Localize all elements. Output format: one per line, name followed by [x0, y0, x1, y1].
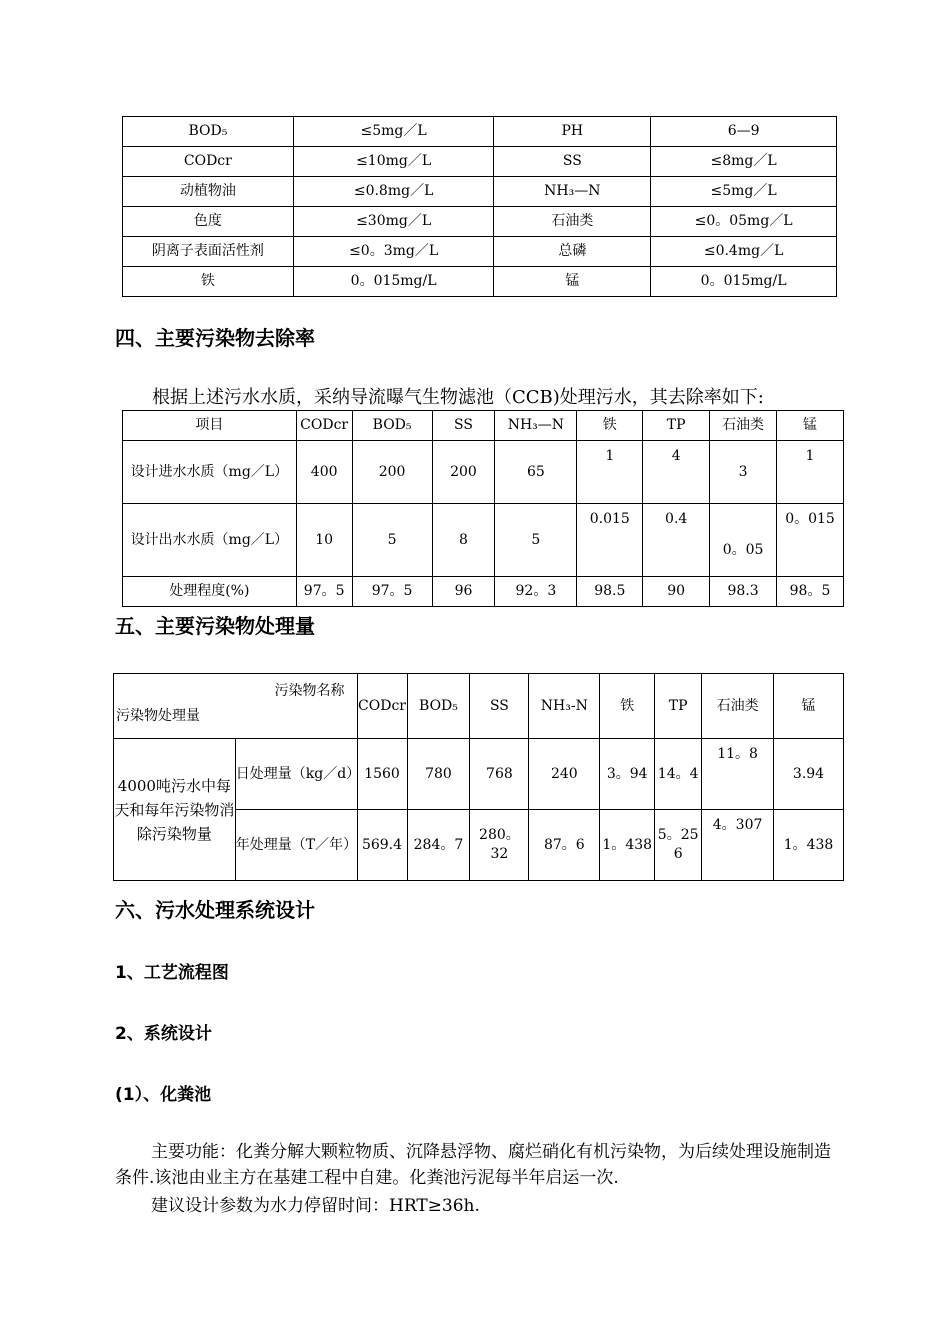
parameter-cell: NH₃—N — [494, 177, 651, 207]
value-cell: 1。438 — [600, 810, 655, 881]
corner-cell — [114, 674, 358, 739]
value-cell: 98.5 — [577, 577, 643, 607]
value-cell: 0。05 — [710, 504, 777, 577]
parameter-cell: 总磷 — [494, 237, 651, 267]
header-cell: 锰 — [777, 411, 844, 441]
removal-rate-table — [122, 410, 844, 607]
parameter-cell: 石油类 — [494, 207, 651, 237]
value-cell: 240 — [529, 739, 600, 810]
limit-cell: ≤0。05mg／L — [651, 207, 837, 237]
value-cell: 200 — [432, 441, 495, 504]
value-cell: 768 — [470, 739, 529, 810]
septic-function-paragraph: 主要功能：化粪分解大颗粒物质、沉降悬浮物、腐烂硝化有机污染物，为后续处理设施制造条件.该池由业主方在基建工程中自建。化粪池污泥每半年启运一次. — [115, 1142, 831, 1188]
value-cell: 280。32 — [470, 810, 529, 881]
daily-row — [114, 739, 844, 810]
standards-row — [123, 147, 837, 177]
std-rows — [123, 117, 837, 297]
value-cell: 8 — [432, 504, 495, 577]
subsection-septic-tank: (1）、化粪池 — [115, 1085, 212, 1105]
limit-cell: ≤0.8mg／L — [293, 177, 494, 207]
row-label: 年处理量（T／年） — [235, 810, 357, 881]
header-cell: BOD₅ — [352, 411, 432, 441]
value-cell: 3。94 — [600, 739, 655, 810]
group-label: 4000吨污水中每天和每年污染物消除污染物量 — [114, 739, 236, 881]
limit-cell: ≤10mg／L — [293, 147, 494, 177]
removal-header-row — [123, 411, 844, 441]
value-cell: 0.015 — [577, 504, 643, 577]
value-cell: 284。7 — [407, 810, 470, 881]
header-cell: 铁 — [600, 674, 655, 739]
header-cell: TP — [655, 674, 702, 739]
limit-cell: 6—9 — [651, 117, 837, 147]
header-cell: CODcr — [296, 411, 352, 441]
parameter-cell: BOD₅ — [123, 117, 294, 147]
parameter-cell: 铁 — [123, 267, 294, 297]
limit-cell: ≤30mg／L — [293, 207, 494, 237]
standards-row — [123, 237, 837, 267]
value-cell: 3 — [710, 441, 777, 504]
row-label: 设计进水水质（mg／L） — [123, 441, 297, 504]
limit-cell: ≤5mg／L — [651, 177, 837, 207]
value-cell: 14。4 — [655, 739, 702, 810]
limit-cell: ≤5mg／L — [293, 117, 494, 147]
value-cell: 5。256 — [655, 810, 702, 881]
volume-header-row — [114, 674, 844, 739]
value-cell: 10 — [296, 504, 352, 577]
value-cell: 87。6 — [529, 810, 600, 881]
parameter-cell: 动植物油 — [123, 177, 294, 207]
value-cell: 3.94 — [774, 739, 844, 810]
parameter-cell: CODcr — [123, 147, 294, 177]
header-cell: 项目 — [123, 411, 297, 441]
inlet-row — [123, 441, 844, 504]
standards-row — [123, 117, 837, 147]
value-cell: 780 — [407, 739, 470, 810]
header-cell: NH₃—N — [495, 411, 577, 441]
value-cell: 97。5 — [296, 577, 352, 607]
value-cell: 4。307 — [702, 810, 774, 881]
limit-cell: ≤8mg／L — [651, 147, 837, 177]
value-cell: 98.3 — [710, 577, 777, 607]
value-cell: 1560 — [357, 739, 407, 810]
header-cell: NH₃-N — [529, 674, 600, 739]
value-cell: 98。5 — [777, 577, 844, 607]
value-cell: 1 — [577, 441, 643, 504]
standards-row — [123, 207, 837, 237]
header-cell: 锰 — [774, 674, 844, 739]
section4-intro: 根据上述污水水质，采纳导流曝气生物滤池（CCB)处理污水，其去除率如下: — [152, 387, 764, 408]
subsection-flowchart: 1、工艺流程图 — [115, 963, 229, 983]
section4-title: 四、主要污染物去除率 — [115, 326, 315, 350]
parameter-cell: 色度 — [123, 207, 294, 237]
value-cell: 0.4 — [643, 504, 710, 577]
header-cell: TP — [643, 411, 710, 441]
parameter-cell: SS — [494, 147, 651, 177]
header-cell: CODcr — [357, 674, 407, 739]
parameter-cell: PH — [494, 117, 651, 147]
header-cell: SS — [432, 411, 495, 441]
corner-top-label: 污染物名称 — [274, 683, 345, 699]
limit-cell: 0。015mg/L — [293, 267, 494, 297]
value-cell: 0。015 — [777, 504, 844, 577]
section6-title: 六、污水处理系统设计 — [115, 898, 315, 922]
outlet-row — [123, 504, 844, 577]
row-label: 日处理量（kg／d） — [235, 739, 357, 810]
value-cell: 65 — [495, 441, 577, 504]
rate-row — [123, 577, 844, 607]
parameter-cell: 锰 — [494, 267, 651, 297]
pollutant-volume-table — [113, 673, 844, 881]
value-cell: 569.4 — [357, 810, 407, 881]
value-cell: 400 — [296, 441, 352, 504]
value-cell: 96 — [432, 577, 495, 607]
standards-row — [123, 267, 837, 297]
value-cell: 97。5 — [352, 577, 432, 607]
header-cell: SS — [470, 674, 529, 739]
value-cell: 5 — [495, 504, 577, 577]
effluent-standards-table — [122, 116, 837, 297]
value-cell: 11。8 — [702, 739, 774, 810]
header-cell: 铁 — [577, 411, 643, 441]
row-label: 处理程度(%) — [123, 577, 297, 607]
subsection-system-design: 2、系统设计 — [115, 1024, 212, 1044]
value-cell: 5 — [352, 504, 432, 577]
parameter-cell: 阴离子表面活性剂 — [123, 237, 294, 267]
header-cell: 石油类 — [710, 411, 777, 441]
corner-bottom-label: 污染物处理量 — [116, 708, 200, 725]
row-label: 设计出水水质（mg／L） — [123, 504, 297, 577]
header-cell: BOD₅ — [407, 674, 470, 739]
section5-title: 五、主要污染物处理量 — [115, 614, 315, 638]
design-parameter-paragraph: 建议设计参数为水力停留时间：HRT≥36h. — [151, 1196, 480, 1216]
value-cell: 1。438 — [774, 810, 844, 881]
limit-cell: ≤0。3mg／L — [293, 237, 494, 267]
limit-cell: ≤0.4mg／L — [651, 237, 837, 267]
header-cell: 石油类 — [702, 674, 774, 739]
value-cell: 1 — [777, 441, 844, 504]
value-cell: 4 — [643, 441, 710, 504]
value-cell: 90 — [643, 577, 710, 607]
limit-cell: 0。015mg/L — [651, 267, 837, 297]
standards-row — [123, 177, 837, 207]
value-cell: 92。3 — [495, 577, 577, 607]
value-cell: 200 — [352, 441, 432, 504]
